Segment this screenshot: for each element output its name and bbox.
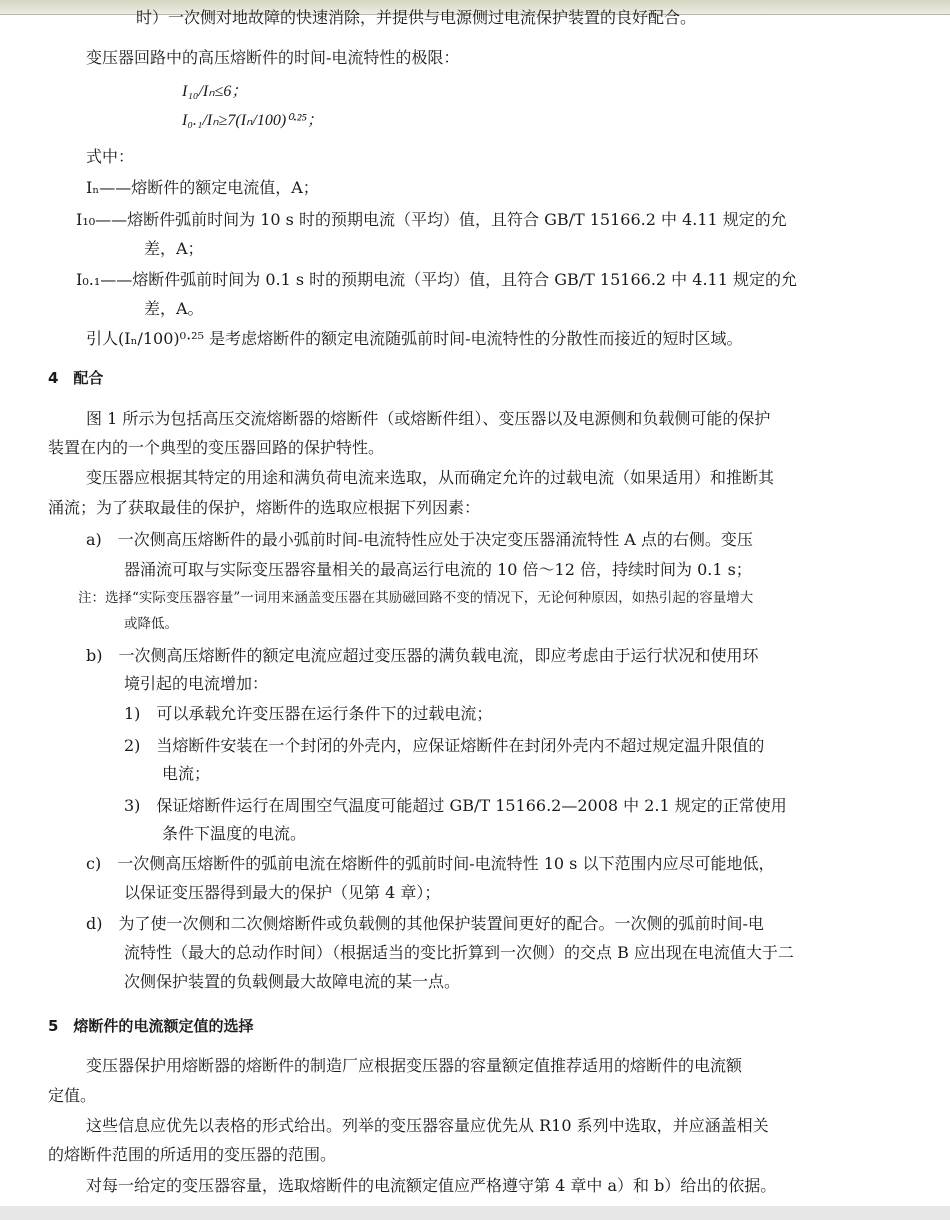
text-line: 电流； — [162, 764, 211, 783]
text-line: 次侧保护装置的负载侧最大故障电流的某一点。 — [124, 972, 461, 991]
text-line: 时）一次侧对地故障的快速消除，并提供与电源侧过电流保护装置的良好配合。 — [136, 8, 697, 27]
text-line: 图 1 所示为包括高压交流熔断器的熔断件（或熔断件组）、变压器以及电源侧和负载侧可能的保护 — [86, 409, 771, 428]
text-line: 变压器回路中的高压熔断件的时间-电流特性的极限： — [86, 48, 460, 67]
text-line: 这些信息应优先以表格的形式给出。列举的变压器容量应优先从 R10 系列中选取，并应涵盖相关 — [86, 1116, 769, 1135]
formula-line: I₁₀/Iₙ≤6； — [182, 83, 248, 100]
list-item: a) 一次侧高压熔断件的最小弧前时间-电流特性应处于决定变压器涌流特性 A 点的右侧。变压 — [86, 530, 753, 549]
section-heading: 4 配合 — [48, 369, 104, 387]
text-line: 变压器应根据其特定的用途和满负荷电流来选取，从而确定允许的过载电流（如果适用）和推断其 — [86, 468, 775, 487]
text-line: 差，A； — [144, 239, 204, 258]
text-line: 引人(Iₙ/100)⁰·²⁵ 是考虑熔断件的额定电流随弧前时间-电流特性的分散性而接近的短时区域。 — [86, 329, 743, 348]
list-item: b) 一次侧高压熔断件的额定电流应超过变压器的满负载电流，即应考虑由于运行状况和使用环 — [86, 646, 759, 665]
text-line: 的熔断件范围的所适用的变压器的范围。 — [48, 1145, 337, 1164]
formula-line: I₀.₁/Iₙ≥7(Iₙ/100)⁰·²⁵； — [182, 112, 323, 129]
text-line: 以保证变压器得到最大的保护（见第 4 章）； — [124, 883, 441, 902]
list-item: d) 为了使一次侧和二次侧熔断件或负载侧的其他保护装置间更好的配合。一次侧的弧前时间-电 — [86, 914, 764, 933]
sub-list-item: 3) 保证熔断件运行在周围空气温度可能超过 GB/T 15166.2—2008 中 2.1 规定的正常使用 — [124, 796, 787, 815]
text-line: 器涌流可取与实际变压器容量相关的最高运行电流的 10 倍～12 倍，持续时间为 0.1 s； — [124, 560, 752, 579]
section-heading: 5 熔断件的电流额定值的选择 — [48, 1017, 254, 1035]
text-line: 变压器保护用熔断器的熔断件的制造厂应根据变压器的容量额定值推荐适用的熔断件的电流额 — [86, 1056, 743, 1075]
text-line: 对每一给定的变压器容量，选取熔断件的电流额定值应严格遵守第 4 章中 a）和 b）给出的依据。 — [86, 1176, 777, 1195]
text-line: 装置在内的一个典型的变压器回路的保护特性。 — [48, 438, 385, 457]
definition-line: Iₙ——熔断件的额定电流值，A； — [86, 178, 319, 197]
sub-list-item: 1) 可以承载允许变压器在运行条件下的过载电流； — [124, 704, 493, 723]
text-line: 差，A。 — [144, 299, 204, 318]
text-line: 条件下温度的电流。 — [162, 824, 307, 843]
text-line: 定值。 — [48, 1086, 97, 1105]
list-item: c) 一次侧高压熔断件的弧前电流在熔断件的弧前时间-电流特性 10 s 以下范围内应尽可能地低， — [86, 854, 775, 873]
text-line: 涌流；为了获取最佳的保护，熔断件的选取应根据下列因素： — [48, 498, 481, 517]
sub-list-item: 2) 当熔断件安装在一个封闭的外壳内，应保证熔断件在封闭外壳内不超过规定温升限值的 — [124, 736, 765, 755]
definition-line: I₀.₁——熔断件弧前时间为 0.1 s 时的预期电流（平均）值，且符合 GB/T 15166.2 中 4.11 规定的允 — [76, 270, 797, 289]
note-line: 或降低。 — [124, 616, 178, 632]
text-line: 式中： — [86, 147, 135, 166]
text-line: 境引起的电流增加： — [124, 674, 269, 693]
viewer-bottom-bar — [0, 1206, 950, 1220]
text-line: 流特性（最大的总动作时间）（根据适当的变比折算到一次侧）的交点 B 应出现在电流值大于二 — [124, 943, 794, 962]
definition-line: I₁₀——熔断件弧前时间为 10 s 时的预期电流（平均）值，且符合 GB/T 15166.2 中 4.11 规定的允 — [76, 210, 787, 229]
note-line: 注：选择“实际变压器容量”一词用来涵盖变压器在其励磁回路不变的情况下，无论何种原因，如热引起的容量增大 — [78, 590, 754, 606]
